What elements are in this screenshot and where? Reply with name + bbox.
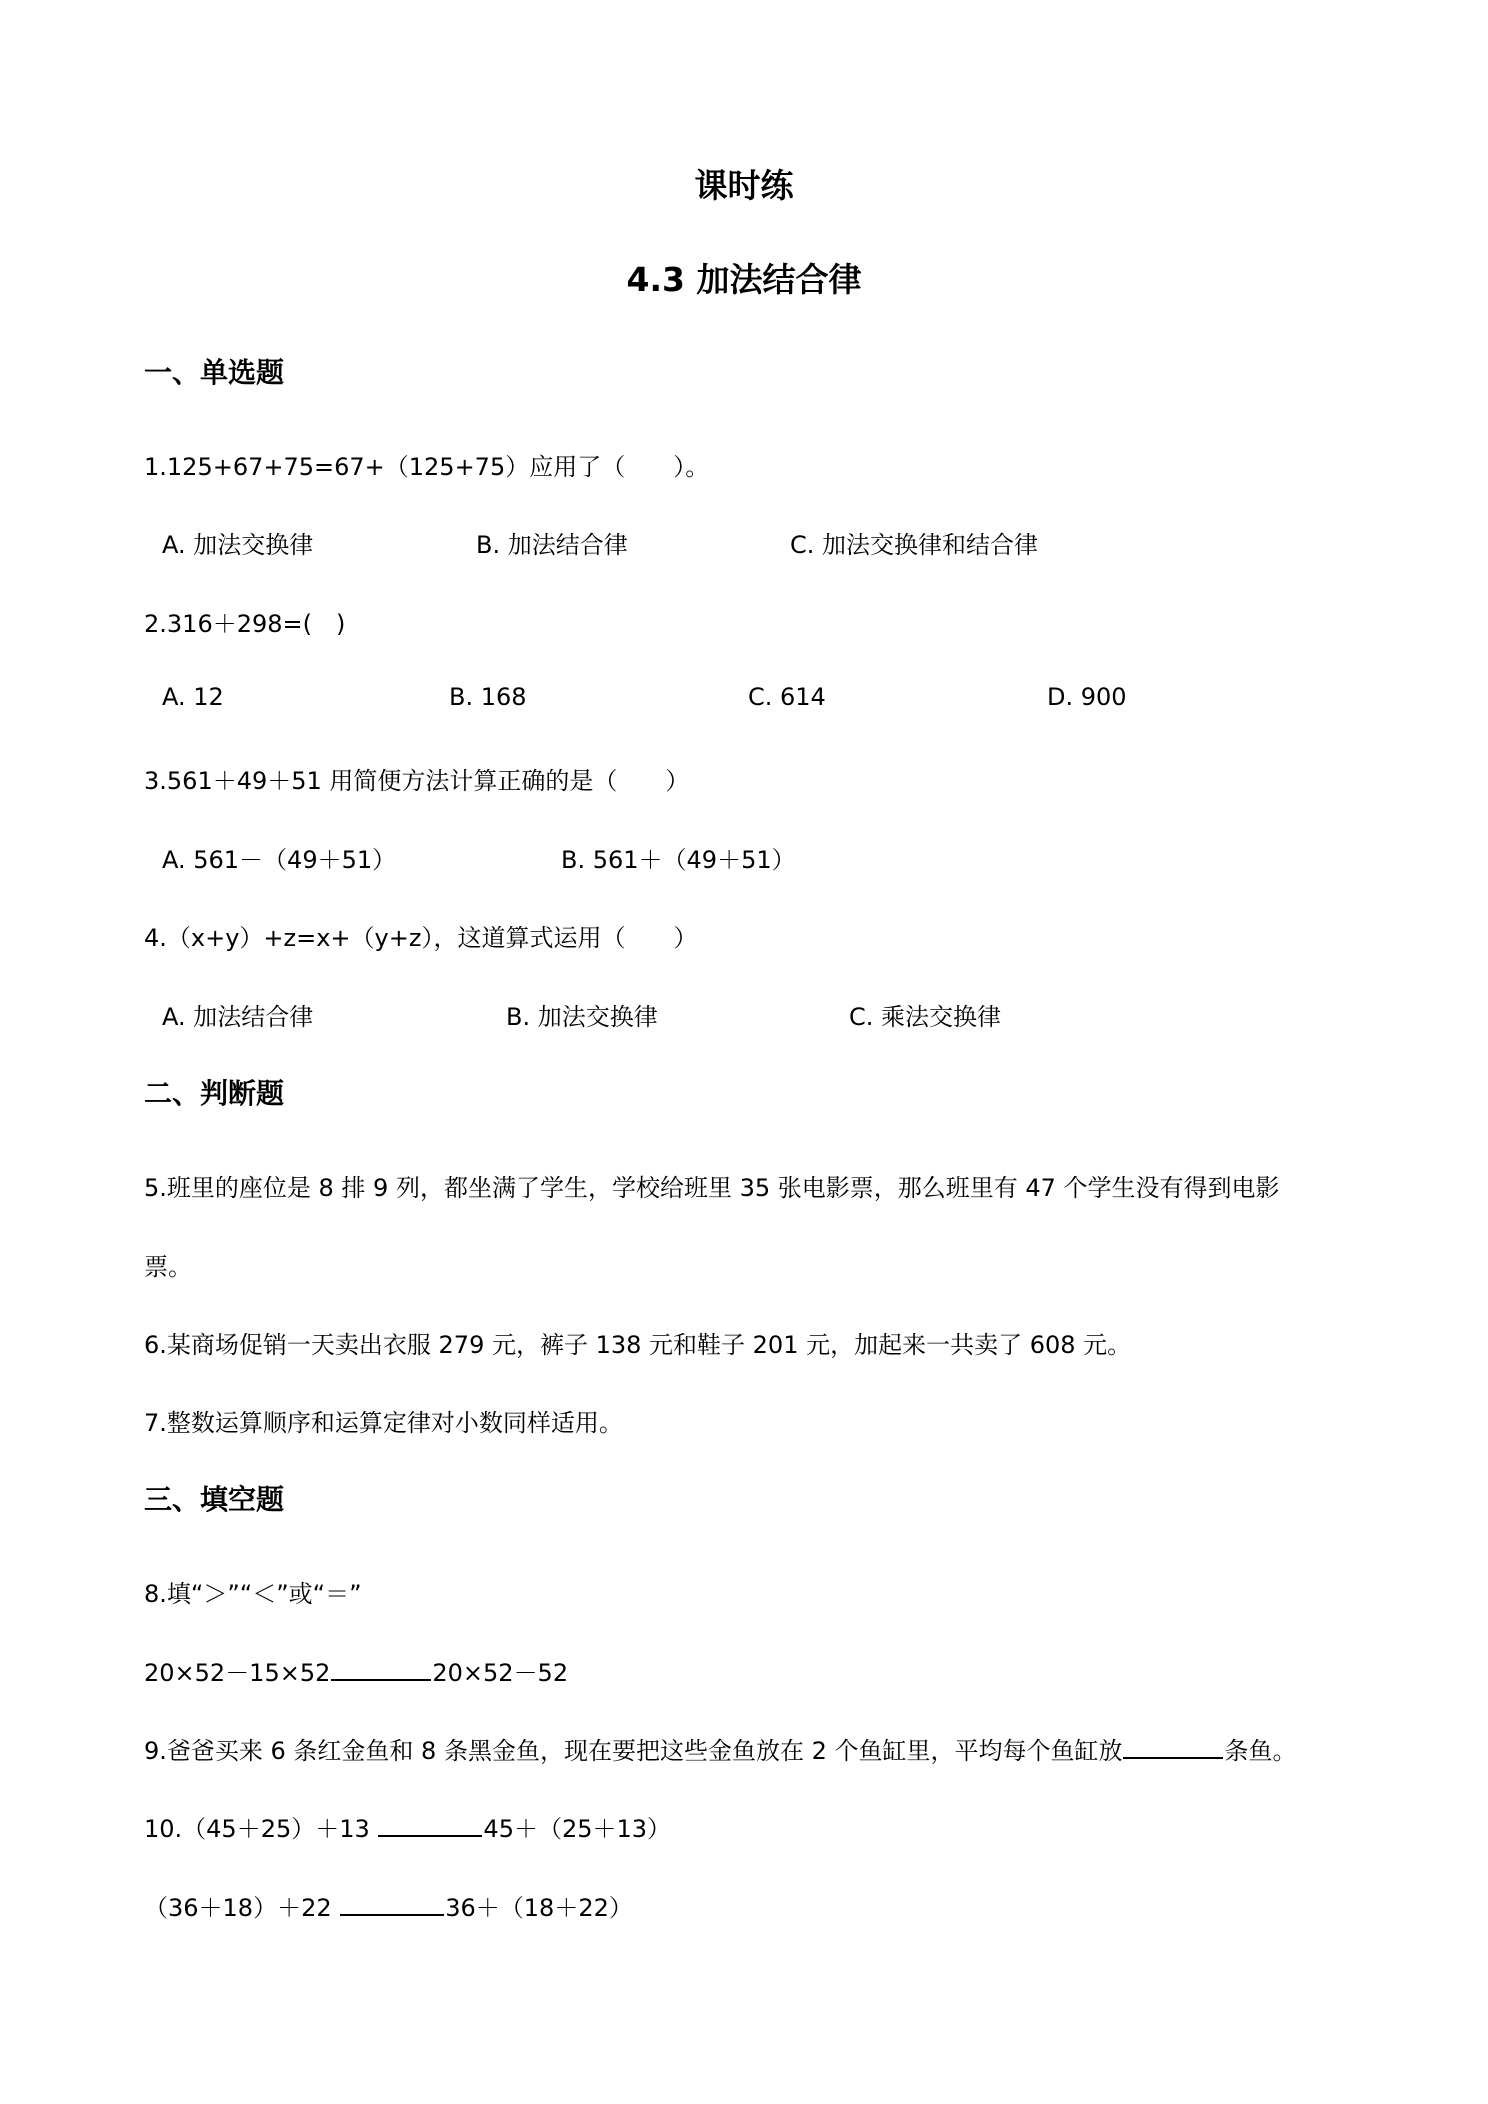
question-5-line-2: 票。: [144, 1253, 192, 1281]
question-6: 6.某商场促销一天卖出衣服 279 元，裤子 138 元和鞋子 201 元，加起来一共卖了 608 元。: [144, 1331, 1132, 1359]
q8-left-expression: 20×52－15×52: [144, 1659, 331, 1687]
question-8: 8.填“＞”“＜”或“＝”: [144, 1580, 362, 1608]
question-9: [144, 1731, 1296, 1766]
q1-option-a[interactable]: A. 加法交换律: [162, 531, 314, 559]
q4-option-c[interactable]: C. 乘法交换律: [849, 1003, 1002, 1031]
q10-left-expression-1: 10.（45＋25）＋13: [144, 1815, 378, 1843]
q10-answer-blank-2[interactable]: [340, 1913, 444, 1916]
q8-right-expression: 20×52－52: [432, 1659, 569, 1687]
q3-option-b[interactable]: B. 561＋（49＋51）: [561, 846, 796, 874]
question-10-line-2: [144, 1888, 633, 1923]
q2-option-c[interactable]: C. 614: [748, 683, 826, 711]
q1-option-b[interactable]: B. 加法结合律: [476, 531, 628, 559]
question-8-expression: [144, 1653, 568, 1688]
question-3: 3.561＋49＋51 用简便方法计算正确的是（ ）: [144, 767, 690, 795]
q2-option-a[interactable]: A. 12: [162, 683, 224, 711]
section-heading-single-choice: 一、单选题: [144, 356, 285, 389]
q2-option-b[interactable]: B. 168: [449, 683, 527, 711]
q8-answer-blank[interactable]: [331, 1678, 431, 1681]
q10-right-expression-2: 36＋（18＋22）: [445, 1894, 633, 1922]
q2-option-d[interactable]: D. 900: [1047, 683, 1127, 711]
question-1: 1.125+67+75=67+（125+75）应用了（ ）。: [144, 453, 710, 481]
question-2: 2.316＋298=( ): [144, 610, 346, 638]
q9-text-before: 9.爸爸买来 6 条红金鱼和 8 条黑金鱼，现在要把这些金鱼放在 2 个鱼缸里，平均每个鱼缸放: [144, 1737, 1123, 1765]
q10-answer-blank-1[interactable]: [378, 1834, 482, 1837]
q9-text-after: 条鱼。: [1224, 1737, 1297, 1765]
question-4: 4.（x+y）+z=x+（y+z），这道算式运用（ ）: [144, 924, 698, 952]
section-heading-fill-blank: 三、填空题: [144, 1483, 285, 1516]
q3-option-a[interactable]: A. 561－（49＋51）: [162, 846, 397, 874]
section-heading-true-false: 二、判断题: [144, 1077, 285, 1110]
question-7: 7.整数运算顺序和运算定律对小数同样适用。: [144, 1409, 623, 1437]
question-5-line-1: 5.班里的座位是 8 排 9 列，都坐满了学生，学校给班里 35 张电影票，那么班里有 47 个学生没有得到电影: [144, 1174, 1280, 1202]
q10-left-expression-2: （36＋18）＋22: [144, 1894, 340, 1922]
page-subtitle: 4.3 加法结合律: [626, 260, 862, 299]
q4-option-b[interactable]: B. 加法交换律: [506, 1003, 658, 1031]
q4-option-a[interactable]: A. 加法结合律: [162, 1003, 314, 1031]
q9-answer-blank[interactable]: [1123, 1756, 1223, 1759]
q1-option-c[interactable]: C. 加法交换律和结合律: [790, 531, 1039, 559]
q10-right-expression-1: 45＋（25＋13）: [483, 1815, 672, 1843]
page-title: 课时练: [694, 166, 794, 205]
question-10-line-1: [144, 1809, 671, 1844]
